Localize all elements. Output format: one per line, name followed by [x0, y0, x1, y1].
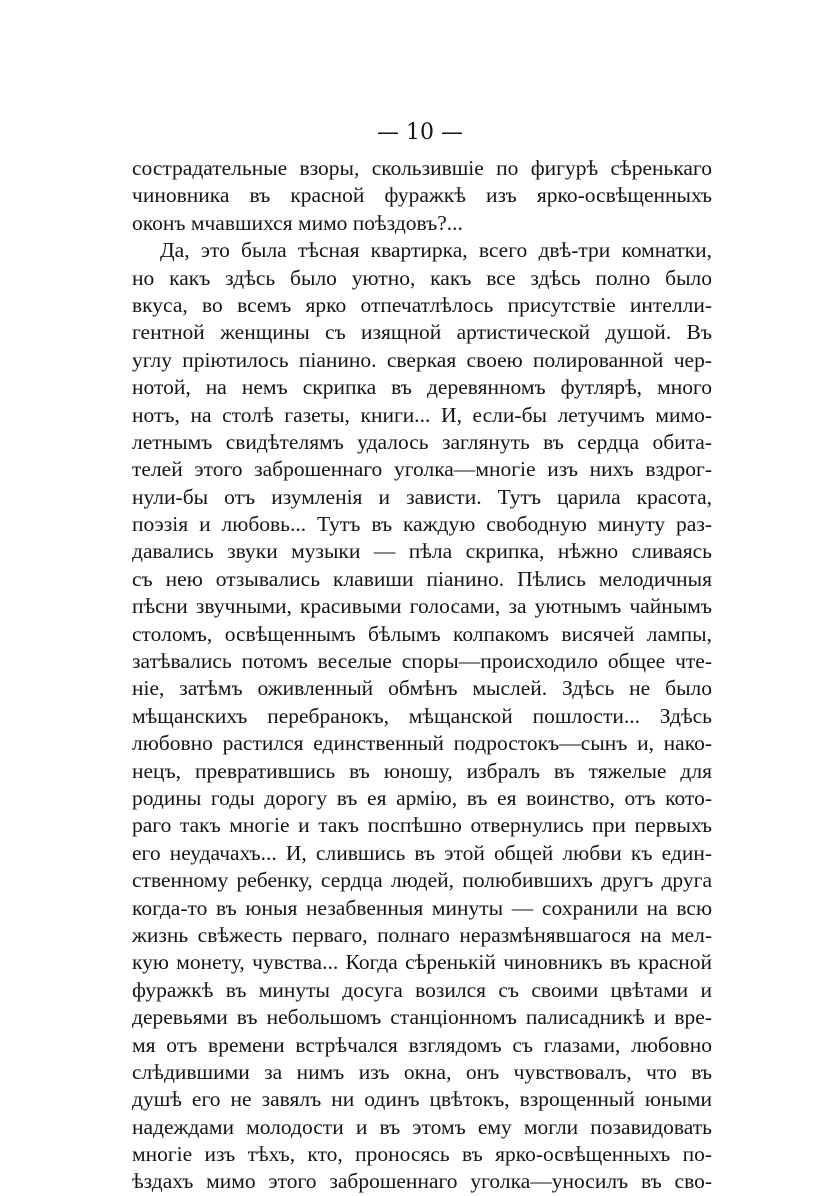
text-line: слѣдившими за нимъ изъ окна, онъ чувствовалъ, что въ: [132, 1059, 712, 1084]
text-line: вкуса, во всемъ ярко отпечатлѣлось присутствіе интелли-: [132, 292, 712, 317]
text-line: душѣ его не завялъ ни одинъ цвѣтокъ, взрощенный юными: [132, 1087, 712, 1112]
text-line: многіе изъ тѣхъ, кто, проносясь въ ярко-освѣщенныхъ по-: [132, 1142, 712, 1167]
text-line: его неудачахъ... И, слившись въ этой общей любви къ един-: [132, 840, 712, 865]
text-line: жизнь свѣжесть перваго, полнаго неразмѣнявшагося на мел-: [132, 922, 712, 947]
text-line: родины годы дорогу въ ея армію, въ ея воинство, отъ кото-: [132, 785, 712, 810]
text-line: давались звуки музыки — пѣла скрипка, нѣжно сливаясь: [132, 539, 712, 564]
text-line: поэзія и любовь... Тутъ въ каждую свободную минуту раз-: [132, 512, 712, 537]
text-line: съ нею отзывались клавиши піанино. Пѣлись мелодичныя: [132, 566, 712, 591]
text-line: нотой, на немъ скрипка въ деревянномъ футлярѣ, много: [132, 375, 712, 400]
text-line: деревьями въ небольшомъ станціонномъ палисадникѣ и вре-: [132, 1005, 712, 1030]
body-text: [132, 155, 712, 1196]
text-line: но какъ здѣсь было уютно, какъ все здѣсь полно было: [132, 265, 712, 290]
text-line: Да, это была тѣсная квартирка, всего двѣ-три комнатки,: [160, 238, 712, 263]
page-number: — 10 —: [377, 120, 463, 145]
text-line: затѣвались потомъ веселые споры—происходило общее чте-: [132, 649, 712, 674]
text-line: нотъ, на столѣ газеты, книги... И, если-бы летучимъ мимо-: [132, 402, 712, 427]
text-line: сострадательные взоры, скользившіе по фигурѣ сѣренькаго: [132, 156, 712, 180]
text-line: нецъ, превратившись въ юношу, избралъ въ тяжелые для: [132, 758, 712, 783]
text-line: чиновника въ красной фуражкѣ изъ ярко-освѣщенныхъ: [132, 183, 712, 208]
text-line: столомъ, освѣщеннымъ бѣлымъ колпакомъ висячей лампы,: [132, 621, 712, 646]
text-line: ственному ребенку, сердца людей, полюбившихъ другъ друга: [132, 868, 712, 893]
text-line: нули-бы отъ изумленія и зависти. Тутъ царила красота,: [132, 484, 712, 509]
text-line: мя отъ времени встрѣчался взглядомъ съ глазами, любовно: [132, 1032, 712, 1057]
text-line: надеждами молодости и въ этомъ ему могли позавидовать: [132, 1114, 712, 1139]
text-line: телей этого заброшеннаго уголка—многіе изъ нихъ вздрог-: [132, 457, 712, 482]
text-line: пѣсни звучными, красивыми голосами, за уютнымъ чайнымъ: [132, 594, 712, 619]
text-line: любовно растился единственный подростокъ—сынъ и, нако-: [132, 731, 712, 756]
text-line: углу пріютилось піанино. сверкая своею полированной чер-: [132, 347, 712, 372]
text-line: летнымъ свидѣтелямъ удалось заглянуть въ сердца обита-: [132, 429, 712, 454]
text-line: кую монету, чувства... Когда сѣренькій чиновникъ въ красной: [132, 950, 712, 975]
text-line: фуражкѣ въ минуты досуга возился съ своими цвѣтами и: [132, 977, 712, 1002]
text-line: ѣздахъ мимо этого заброшеннаго уголка—уносилъ въ сво-: [132, 1169, 712, 1194]
text-line: раго такъ многіе и такъ поспѣшно отвернулись при первыхъ: [132, 813, 712, 838]
text-line: мѣщанскихъ перебранокъ, мѣщанской пошлости... Здѣсь: [132, 703, 712, 728]
text-line: гентной женщины съ изящной артистической душой. Въ: [132, 320, 712, 345]
text-line: оконъ мчавшихся мимо поѣздовъ?...: [132, 210, 463, 235]
text-line: когда-то въ юныя незабвенныя минуты — сохранили на всю: [132, 895, 712, 920]
text-line: ніе, затѣмъ оживленный обмѣнъ мыслей. Здѣсь не было: [132, 676, 712, 701]
